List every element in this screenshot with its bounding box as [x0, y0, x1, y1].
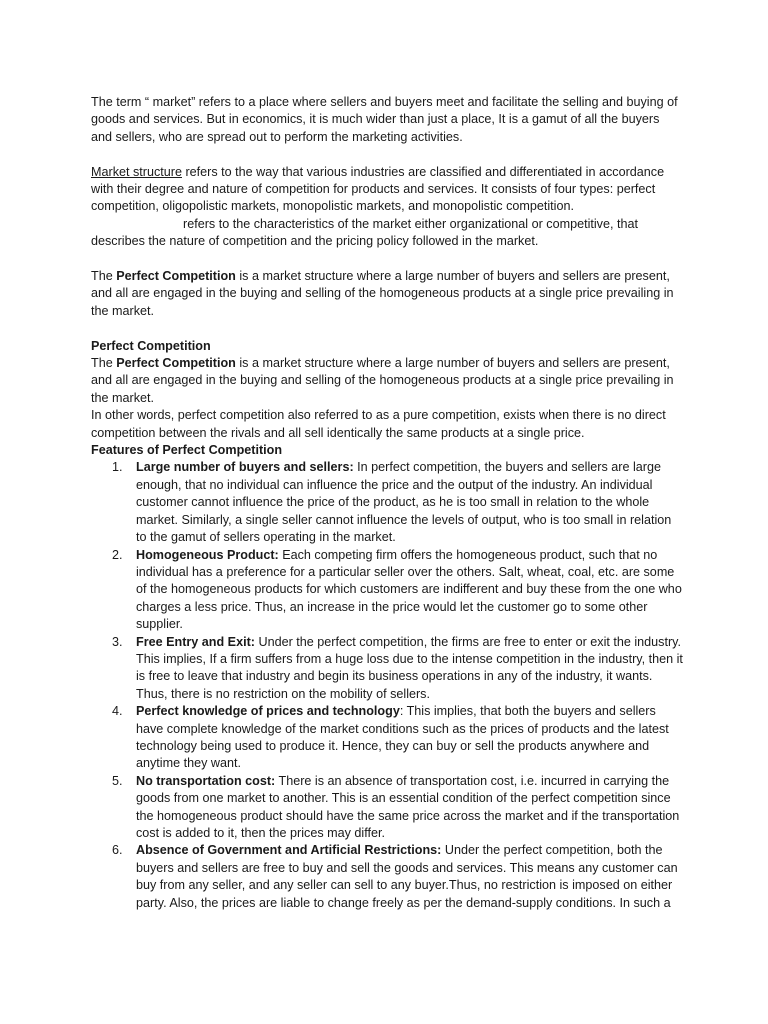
market-structure-text2: refers to the characteristics of the market either organizational or competitive, that describes the nature of competition and the pricing policy followed in the market.: [91, 216, 638, 249]
features-heading: Features of Perfect Competition: [91, 443, 283, 458]
feature-text: Under the perfect competition, both the buyers and sellers are free to buy and sell the goods and services. This means any customer can buy from any seller, and any seller can sell to any buyer.Thus, no restriction is imposed on either party. Also, the prices are liable to change freely as per the demand-supply conditions. In such a: [136, 843, 678, 910]
market-structure-continuation: [91, 216, 683, 251]
feature-number: 4.: [112, 704, 123, 719]
features-list: [91, 459, 683, 912]
perfect-competition-term: Perfect Competition: [116, 356, 236, 371]
feature-text: There is an absence of transportation cost, i.e. incurred in carrying the goods from one market to another. This is an essential condition of the perfect competition since the homogeneous product should have the same price across the market and if the transportation cost is added to it, then the prices may differ.: [136, 773, 680, 841]
feature-title: Homogeneous Product:: [136, 547, 279, 562]
feature-number: 2.: [112, 547, 123, 562]
feature-item: [91, 703, 683, 773]
feature-item: [91, 459, 683, 546]
feature-item: [91, 634, 683, 704]
section-definition: The Perfect Competition is a market structure where a large number of buyers and sellers are present, and all are engaged in the buying and selling of the homogeneous products at a single price prevailing in the market.: [91, 356, 674, 405]
feature-item: [91, 773, 683, 843]
feature-title: Absence of Government and Artificial Restrictions:: [136, 843, 442, 858]
feature-title: Free Entry and Exit:: [136, 634, 255, 649]
feature-item: [91, 547, 683, 634]
feature-title: No transportation cost:: [136, 773, 276, 788]
market-structure-term: Market structure: [91, 164, 182, 179]
perfect-competition-intro: The Perfect Competition is a market structure where a large number of buyers and sellers are present, and all are engaged in the buying and selling of the homogeneous products at a single price prevailing in the market.: [91, 269, 674, 318]
feature-text: In perfect competition, the buyers and sellers are large enough, that no individual can influence the price and the output of the industry. An individual customer cannot influence the price of the product, as he is too small in relation to the whole market. Similarly, a single seller cannot influence the levels of output, who is too small in relation to the gamut of sellers operating in the market.: [136, 460, 672, 545]
other-words-paragraph: In other words, perfect competition also referred to as a pure competition, exists when there is no direct competition between the rivals and all sell identically the same products at a single price.: [91, 408, 666, 440]
perfect-competition-term: Perfect Competition: [116, 269, 236, 284]
intro-paragraph: The term “ market” refers to a place where sellers and buyers meet and facilitate the selling and buying of goods and services. But in economics, it is much wider than just a place, It is a gamut of all the buyers and sellers, who are spread out to perform the marketing activities.: [91, 95, 678, 144]
feature-text: Under the perfect competition, the firms are free to enter or exit the industry. This implies, If a firm suffers from a huge loss due to the intense competition in the industry, then it is free to leave that industry and begin its business operations in any of the industry, it wants. Thus, there is no restriction on the mobility of sellers.: [136, 634, 683, 701]
feature-text: : This implies, that both the buyers and sellers have complete knowledge of the market conditions such as the prices of products and the latest technology being used to produce it. Hence, they can buy or sell the products anywhere and anytime they want.: [136, 704, 669, 771]
feature-number: 6.: [112, 843, 123, 858]
section-heading: Perfect Competition: [91, 338, 211, 353]
feature-title: Large number of buyers and sellers:: [136, 460, 354, 475]
market-structure-paragraph: [91, 164, 683, 216]
feature-text: Each competing firm offers the homogeneous product, such that no individual has a preference for a particular seller over the others. Salt, wheat, coal, etc. are some of the homogeneous products for which customers are indifferent and buy these from the one who charges a less price. Thus, an increase in the price would let the customer go to some other supplier.: [136, 547, 682, 632]
document-body: [91, 94, 683, 912]
market-structure-text: refers to the way that various industries are classified and differentiated in accordance with their degree and nature of competition for products and services. It consists of four types: perfect competition, oligopolistic markets, monopolistic markets, and monopolistic competition.: [91, 164, 665, 214]
feature-number: 1.: [112, 460, 123, 475]
feature-number: 5.: [112, 773, 123, 788]
feature-number: 3.: [112, 634, 123, 649]
feature-item: [91, 842, 683, 912]
feature-title: Perfect knowledge of prices and technology: [136, 704, 400, 719]
